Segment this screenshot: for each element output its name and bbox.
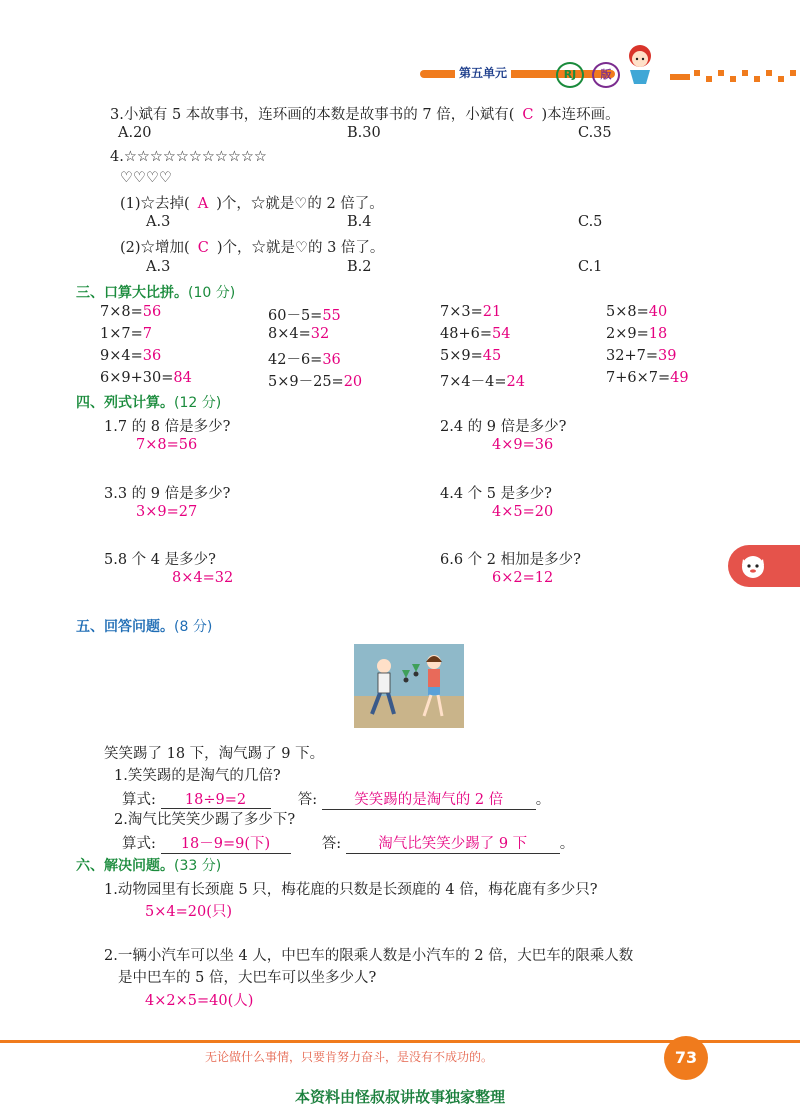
q3-text: 3.小斌有 5 本故事书，连环画的本数是故事书的 7 倍，小斌有( C )本连环画。	[110, 107, 620, 123]
section-4-title: 四、列式计算。(12 分)	[76, 395, 222, 411]
page-number: 73	[664, 1036, 708, 1080]
p4-q4: 4.4 个 5 是多少?	[440, 486, 552, 502]
p6-q1-answer: 5×4=20(只)	[145, 904, 233, 920]
kids-kicking-shuttlecock-illustration	[354, 644, 464, 728]
p3-r2-c0: 9×4=36	[100, 348, 162, 364]
p3-r1-c1: 8×4=32	[268, 326, 330, 342]
p5-q1: 1.笑笑踢的是淘气的几倍?	[114, 768, 281, 784]
p5-q2-work: 算式: 18－9=9(下) 答: 淘气比笑笑少踢了 9 下 。	[122, 832, 574, 854]
q4-hearts: ♡♡♡♡	[120, 170, 172, 186]
p5-q1-formula: 18÷9=2	[161, 792, 271, 809]
p4-a4: 4×5=20	[492, 504, 554, 520]
q4-sub2-option-a: A.3	[146, 259, 171, 275]
checker-decoration	[670, 68, 800, 84]
p5-q2: 2.淘气比笑笑少踢了多少下?	[114, 812, 296, 828]
q4-sub1-answer: A	[197, 196, 209, 212]
p6-q1: 1.动物园里有长颈鹿 5 只，梅花鹿的只数是长颈鹿的 4 倍，梅花鹿有多少只?	[104, 882, 598, 898]
q4-sub1-option-a: A.3	[146, 214, 171, 230]
q3-answer: C	[522, 107, 534, 123]
p3-r0-c2: 7×3=21	[440, 304, 502, 320]
p6-q2-answer: 4×2×5=40(人)	[145, 993, 254, 1009]
q4-sub1-option-b: B.4	[347, 214, 372, 230]
footer-motto: 无论做什么事情，只要肯努力奋斗，是没有不成功的。	[205, 1050, 494, 1064]
p3-r3-c0: 6×9+30=84	[100, 370, 192, 386]
p3-r2-c2: 5×9=45	[440, 348, 502, 364]
p3-r0-c0: 7×8=56	[100, 304, 162, 320]
unit-title: 第五单元	[455, 64, 511, 81]
p5-q2-answer: 淘气比笑笑少踢了 9 下	[346, 832, 560, 854]
q4-sub2: (2)☆增加( C )个，☆就是♡的 3 倍了。	[120, 240, 385, 256]
cartoon-girl-icon	[618, 40, 664, 86]
p4-a5: 8×4=32	[172, 570, 234, 586]
q4-sub1-option-c: C.5	[578, 214, 603, 230]
section-3-title: 三、口算大比拼。(10 分)	[76, 285, 236, 301]
p3-r3-c3: 7+6×7=49	[606, 370, 689, 386]
p6-q2-line2: 是中巴车的 5 倍，大巴车可以坐多少人?	[118, 970, 377, 986]
q4-sub2-option-b: B.2	[347, 259, 372, 275]
p3-r0-c3: 5×8=40	[606, 304, 668, 320]
section-6-title: 六、解决问题。(33 分)	[76, 858, 222, 874]
p5-q1-answer: 笑笑踢的是淘气的 2 倍	[322, 788, 536, 810]
p4-q1: 1.7 的 8 倍是多少?	[104, 419, 231, 435]
p3-r3-c2: 7×4－4=24	[440, 374, 525, 390]
p4-q3: 3.3 的 9 倍是多少?	[104, 486, 231, 502]
p4-a1: 7×8=56	[136, 437, 198, 453]
p3-r3-c1: 5×9－25=20	[268, 374, 363, 390]
p5-intro: 笑笑踢了 18 下，淘气踢了 9 下。	[104, 746, 325, 762]
q4-stars: 4.☆☆☆☆☆☆☆☆☆☆☆	[110, 149, 267, 165]
p4-q6: 6.6 个 2 相加是多少?	[440, 552, 581, 568]
p5-q1-work: 算式: 18÷9=2 答: 笑笑踢的是淘气的 2 倍 。	[122, 788, 550, 810]
p3-r1-c3: 2×9=18	[606, 326, 668, 342]
p3-r1-c2: 48+6=54	[440, 326, 511, 342]
q4-sub1: (1)☆去掉( A )个，☆就是♡的 2 倍了。	[120, 196, 384, 212]
fox-mascot-icon	[738, 551, 768, 581]
p6-q2-line1: 2.一辆小汽车可以坐 4 人，中巴车的限乘人数是小汽车的 2 倍，大巴车的限乘人数	[104, 948, 634, 964]
p3-r1-c0: 1×7=7	[100, 326, 152, 342]
p4-q2: 2.4 的 9 倍是多少?	[440, 419, 567, 435]
q3-option-b: B.30	[347, 125, 381, 141]
edition-badge: 版	[592, 62, 620, 88]
q3-option-c: C.35	[578, 125, 612, 141]
side-tab	[728, 545, 800, 587]
q4-sub2-option-c: C.1	[578, 259, 603, 275]
p4-a2: 4×9=36	[492, 437, 554, 453]
p5-q2-formula: 18－9=9(下)	[161, 832, 291, 854]
p4-q5: 5.8 个 4 是多少?	[104, 552, 216, 568]
section-5-title: 五、回答问题。(8 分)	[76, 619, 213, 635]
p3-r2-c3: 32+7=39	[606, 348, 677, 364]
header-bar	[420, 70, 615, 78]
q4-sub2-answer: C	[197, 240, 209, 256]
p3-r2-c1: 42－6=36	[268, 352, 341, 368]
q3-option-a: A.20	[118, 125, 152, 141]
rj-badge: RJ	[556, 62, 584, 88]
p4-a3: 3×9=27	[136, 504, 198, 520]
p3-r0-c1: 60－5=55	[268, 308, 341, 324]
p4-a6: 6×2=12	[492, 570, 554, 586]
credit-text: 本资料由怪叔叔讲故事独家整理	[294, 1088, 505, 1106]
